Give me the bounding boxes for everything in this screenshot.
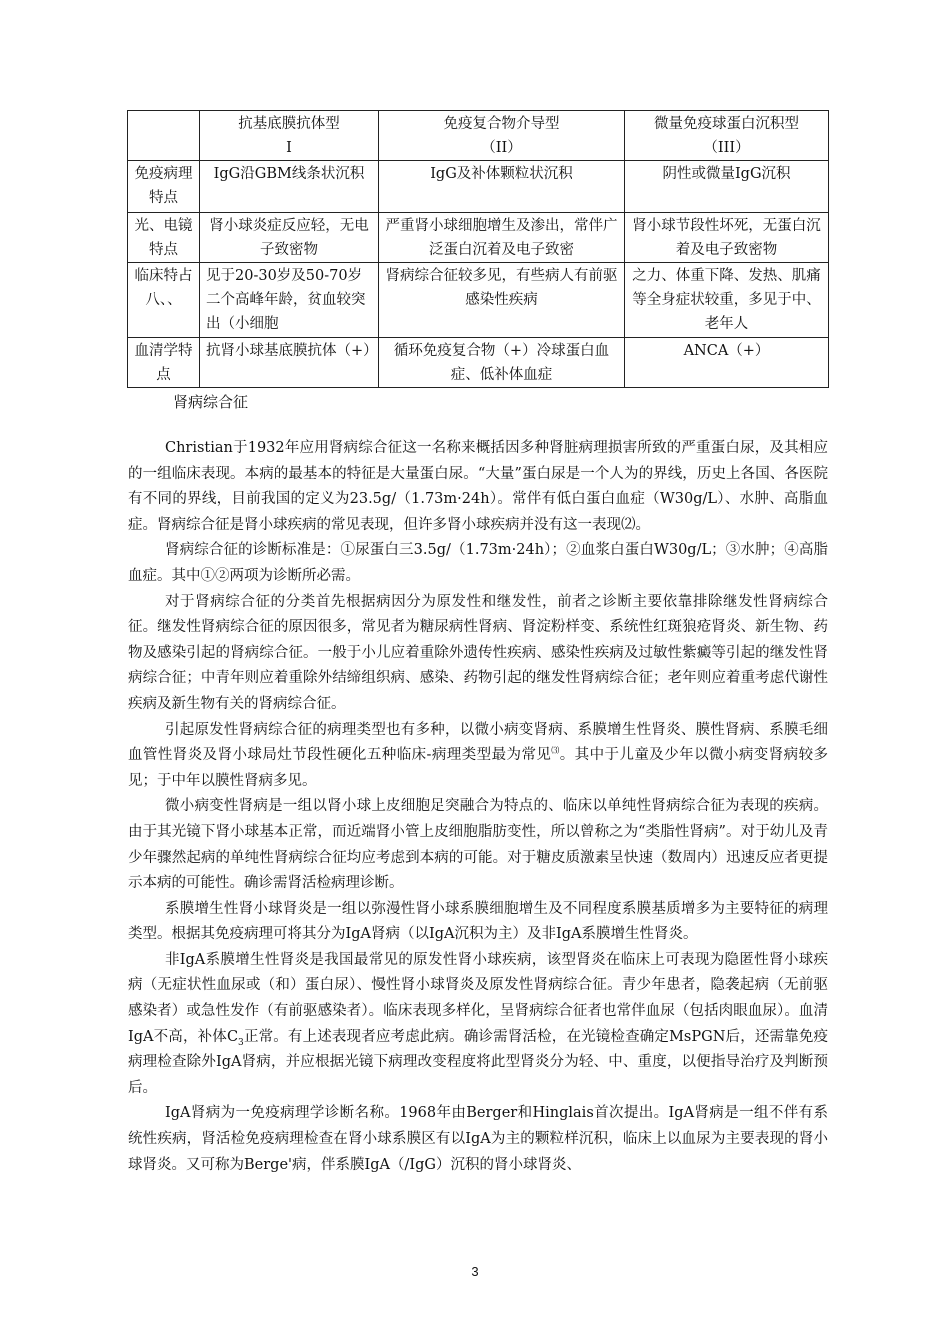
type-iii-title: 微量免疫球蛋白沉积型: [654, 116, 799, 132]
table-row: [128, 263, 829, 338]
reference-mark: ⑶: [551, 746, 560, 756]
paragraph-mesangial: 系膜增生性肾小球肾炎是一组以弥漫性肾小球系膜细胞增生及不同程度系膜基质增多为主要特征的病理类型。根据其免疫病理可将其分为IgA肾病（以IgA沉积为主）及非IgA系膜增生性肾炎。: [128, 900, 828, 943]
paragraph-classification: 对于肾病综合征的分类首先根据病因分为原发性和继发性，前者之诊断主要依靠排除继发性肾病综合征。继发性肾病综合征的原因很多，常见者为糖尿病性肾病、肾淀粉样变、系统性红斑狼疮肾炎、新生物、药物及感染引起的肾病综合征。一般于小儿应着重除外遗传性疾病、感染性疾病及过敏性紫癜等引起的继发性肾病综合征；中青年则应着重除外结缔组织病、感染、药物引起的继发性肾病综合征；老年则应着重考虑代谢性疾病及新生物有关的肾病综合征。: [128, 593, 828, 712]
paragraph-text: 非IgA系膜增生性肾炎是我国最常见的原发性肾小球疾病，该型肾炎在临床上可表现为隐匿性肾小球疾病（无症状性血尿或（和）蛋白尿）、慢性肾小球肾炎及原发性肾病综合征。青少年患者，隐袭起病（无前驱感染者）或急性发作（有前驱感染者）。临床表现多样化，呈肾病综合征者也常伴血尿（包括肉眼血尿）。血清IgA不高，补体C: [128, 951, 828, 1045]
table-cell: 肾病综合征较多见，有些病人有前驱感染性疾病: [379, 263, 625, 338]
table-cell: 循环免疫复合物（+）冷球蛋白血症、低补体血症: [379, 338, 625, 388]
paragraph-diagnostic-criteria: 肾病综合征的诊断标准是：①尿蛋白三3.5g/（1.73m·24h）；②血浆白蛋白W30g/L；③水肿；④高脂血症。其中①②两项为诊断所必需。: [128, 542, 828, 584]
table-header-type-iii: [625, 111, 829, 161]
table-cell: IgG沿GBM线条状沉积: [200, 161, 379, 213]
paragraph-iga-nephropathy: IgA肾病为一免疫病理学诊断名称。1968年由Berger和Hinglais首次提出。IgA肾病是一组不伴有系统性疾病，肾活检免疫病理检查在肾小球系膜区有以IgA为主的颗粒样沉积，临床上以血尿为主要表现的肾小球肾炎。又可称为Berge'病，伴系膜IgA（/IgG）沉积的肾小球肾炎、: [128, 1105, 828, 1173]
table-cell: ANCA（+）: [625, 338, 829, 388]
table-header-type-i: [200, 111, 379, 161]
table-row: [128, 161, 829, 213]
table-cell: 阴性或微量IgG沉积: [625, 161, 829, 213]
table-cell: 肾小球炎症反应轻，无电子致密物: [200, 213, 379, 263]
table-cell: 见于20-30岁及50-70岁二个高峰年龄，贫血较突出（小细胞: [200, 263, 379, 338]
paragraph-text: 引起原发性肾病综合征的病理类型也有多种，以微小病变肾病、系膜增生性肾炎、膜性肾病、系膜毛细血管性肾炎及肾小球局灶节段性硬化五种临床-病理类型最为常见: [128, 721, 828, 764]
row-label-serology: 血清学特点: [128, 338, 200, 388]
type-ii-title: 免疫复合物介导型: [443, 116, 560, 132]
table-header-type-ii: [379, 111, 625, 161]
table-row: [128, 213, 829, 263]
glomerulonephritis-classification-table: [127, 110, 829, 388]
paragraph-pathology-types: [128, 718, 828, 795]
paragraph-text: 。其中于儿童及少年以微小病变肾病较多见；于中年以膜性肾病多见。: [128, 747, 829, 789]
table-cell: 肾小球节段性坏死，无蛋白沉着及电子致密物: [625, 213, 829, 263]
type-ii-numeral: （II）: [481, 140, 522, 156]
table-cell: 严重肾小球细胞增生及渗出，常伴广泛蛋白沉着及电子致密: [379, 213, 625, 263]
type-iii-numeral: （III）: [703, 140, 750, 156]
paragraph-text: 正常。有上述表现者应考虑此病。确诊需肾活检，在光镜检查确定MsPGN后，还需靠免疫病理检查除外IgA肾病，并应根据光镜下病理改变程度将此型肾炎分为轻、中、重度，以便指导治疗及判断预后。: [128, 1028, 829, 1096]
section-title: 肾病综合征: [173, 393, 249, 411]
page-number: 3: [471, 1264, 479, 1279]
row-label-immunopathology: 免疫病理特点: [128, 161, 200, 213]
table-header-empty-cell: [128, 111, 200, 161]
subscript: 3: [238, 1037, 244, 1048]
table-cell: 之力、体重下降、发热、肌痛等全身症状较重，多见于中、老年人: [625, 263, 829, 338]
body-text: [128, 436, 828, 1178]
row-label-clinical: 临床特占八、、: [128, 263, 200, 338]
table-header-row: [128, 111, 829, 161]
table-cell: 抗肾小球基底膜抗体（+）: [200, 338, 379, 388]
type-i-numeral: I: [286, 140, 292, 156]
paragraph-non-iga: [128, 948, 828, 1102]
row-label-microscopy: 光、电镜特点: [128, 213, 200, 263]
paragraph-definition: Christian于1932年应用肾病综合征这一名称来概括因多种肾脏病理损害所致的严重蛋白尿，及其相应的一组临床表现。本病的最基本的特征是大量蛋白尿。“大量”蛋白尿是一个人为的界线，历史上各国、各医院有不同的界线，目前我国的定义为23.5g/（1.73m·24h）。常伴有低白蛋白血症（W30g/L）、水肿、高脂血症。肾病综合征是肾小球疾病的常见表现，但许多肾小球疾病并没有这一表现⑵。: [128, 440, 828, 533]
table-row: [128, 338, 829, 388]
table-cell: IgG及补体颗粒状沉积: [379, 161, 625, 213]
paragraph-minimal-change: 微小病变性肾病是一组以肾小球上皮细胞足突融合为特点的、临床以单纯性肾病综合征为表现的疾病。由于其光镜下肾小球基本正常，而近端肾小管上皮细胞脂肪变性，所以曾称之为“类脂性肾病”。对于幼儿及青少年骤然起病的单纯性肾病综合征均应考虑到本病的可能。对于糖皮质激素呈快速（数周内）迅速反应者更提示本病的可能性。确诊需肾活检病理诊断。: [128, 798, 828, 892]
type-i-title: 抗基底膜抗体型: [238, 116, 340, 132]
